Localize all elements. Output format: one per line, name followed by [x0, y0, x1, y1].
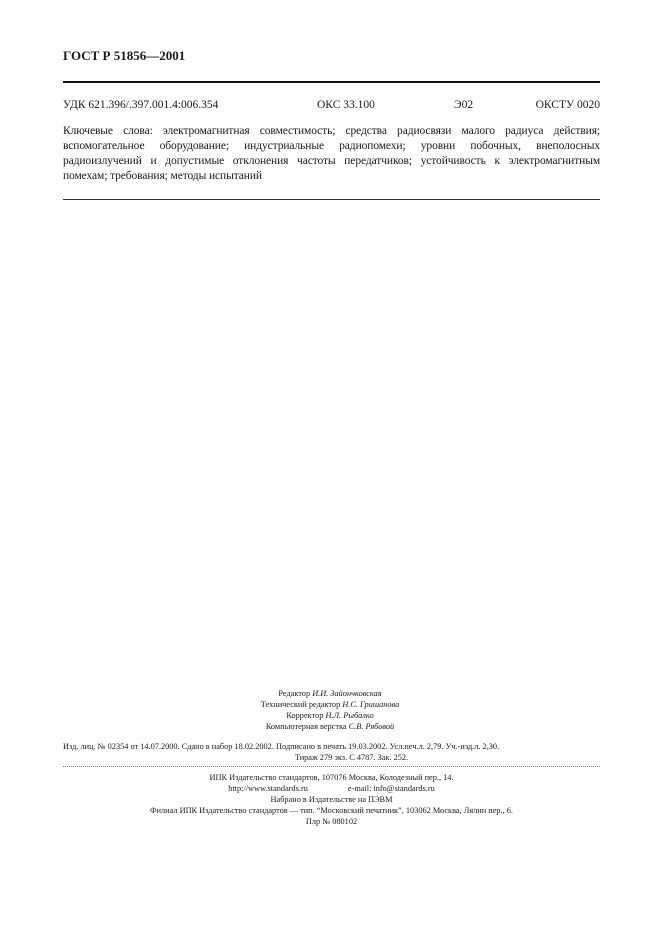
- layout-line: [100, 721, 560, 732]
- license-number: Плр № 080102: [305, 817, 358, 826]
- tech-editor-name: Н.С. Гришанова: [342, 700, 400, 709]
- publisher-contacts: [63, 783, 600, 794]
- keywords-line: помехам; требования; методы испытаний: [63, 170, 262, 182]
- imprint-line: Изд. лиц. № 02354 от 14.07.2000. Сдано в набор 18.02.2002. Подписано в печать 19.03.2002. Усл.печ.л. 2,79. Уч.-изд.л. 2,30.: [63, 742, 500, 751]
- editor-label: Редактор: [278, 689, 311, 698]
- okstu-code: ОКСТУ 0020: [535, 99, 600, 111]
- udk-code: УДК 621.396/.397.001.4:006.354: [63, 99, 219, 111]
- corrector-name: Н.Л. Рыбалко: [325, 711, 374, 720]
- e-code: Э02: [454, 99, 474, 111]
- publisher-block: [63, 772, 600, 827]
- document-title: ГОСТ Р 51856—2001: [63, 48, 186, 63]
- layout-name: С.В. Рябовой: [348, 722, 395, 731]
- editor-line: [100, 688, 560, 699]
- publisher-address: ИПК Издательство стандартов, 107076 Москва, Колодезный пер., 14.: [209, 773, 454, 782]
- imprint-rule: [63, 766, 600, 767]
- corrector-label: Корректор: [286, 711, 324, 720]
- keywords-rule: [63, 199, 600, 200]
- printing-house: Филиал ИПК Издательство стандартов — тип. “Московский печатник”, 103062 Москва, Лялин пер., 6.: [150, 806, 513, 815]
- editor-name: И.И. Зайончковская: [312, 689, 382, 698]
- keywords-paragraph: [63, 124, 600, 184]
- credits-block: [100, 688, 560, 732]
- publisher-email: e-mail: info@standards.ru: [347, 784, 435, 793]
- imprint-block: [63, 741, 600, 763]
- header-rule: [63, 81, 600, 83]
- publisher-website: http://www.standards.ru: [228, 784, 308, 793]
- corrector-line: [100, 710, 560, 721]
- typeset-note: Набрано в Издательстве на ПЭВМ: [270, 795, 393, 804]
- keywords-line: вспомогательное оборудование; индустриальные радиопомехи; уровни побочных, внеполосных: [63, 140, 600, 152]
- layout-label: Компьютерная верстка: [265, 722, 347, 731]
- tech-editor-label: Технический редактор: [260, 700, 341, 709]
- keywords-line: радиоизлучений и допустимые отклонения частоты передатчиков; устойчивость к электромагнитным: [63, 155, 600, 167]
- tech-editor-line: [100, 699, 560, 710]
- oks-code: ОКС 33.100: [317, 99, 375, 111]
- keywords-line: Ключевые слова: электромагнитная совместимость; средства радиосвязи малого радиуса действия;: [63, 125, 600, 137]
- print-run-line: Тираж 279 экз. С 4787. Зак. 252.: [294, 753, 409, 762]
